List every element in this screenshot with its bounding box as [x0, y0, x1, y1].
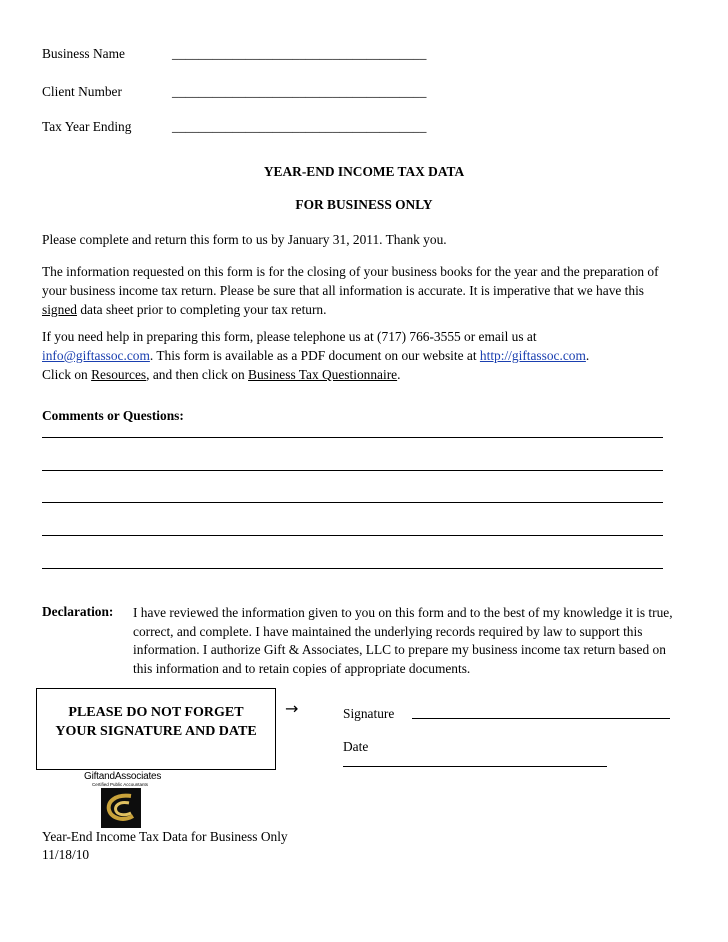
logo-wordmark: GiftandAssociates	[84, 771, 162, 782]
questionnaire-link[interactable]: Business Tax Questionnaire	[248, 367, 398, 382]
tax-year-ending-field[interactable]: ______________________________________	[172, 119, 427, 134]
help-paragraph	[42, 327, 682, 384]
website-link[interactable]: http://giftassoc.com	[479, 348, 586, 363]
footer-date: 11/18/10	[42, 847, 90, 862]
help-text-5: , and then click on	[146, 367, 249, 382]
declaration-text: I have reviewed the information given to you on this form and to the best of my knowledge it is true, correct, and complete. I have maintained the underlying records required by law to support this information. I authorize Gift & Associates, LLC to prepare my business income tax return based on this information and to retain copies of appropriate documents.	[133, 605, 673, 676]
help-text-1: If you need help in preparing this form, please telephone us at (717) 766-3555 or email us at	[42, 329, 537, 344]
declaration-label: Declaration:	[42, 604, 114, 619]
comment-line-2[interactable]	[42, 470, 663, 471]
comment-line-4[interactable]	[42, 535, 663, 536]
reminder-line-2: YOUR SIGNATURE AND DATE	[55, 724, 257, 739]
info-text-after: data sheet prior to completing your tax return.	[76, 302, 327, 317]
reminder-line-1: PLEASE DO NOT FORGET	[68, 705, 244, 720]
signature-field[interactable]	[412, 718, 670, 719]
business-name-label: Business Name	[42, 46, 125, 61]
footer	[42, 828, 288, 864]
page-subtitle: FOR BUSINESS ONLY	[295, 197, 433, 212]
tax-year-ending-label: Tax Year Ending	[42, 119, 132, 134]
company-logo-icon	[101, 788, 141, 828]
signed-emphasis: signed	[42, 302, 77, 317]
email-link[interactable]: info@giftassoc.com	[42, 348, 150, 363]
footer-title: Year-End Income Tax Data for Business Only	[42, 829, 288, 844]
help-text-2: . This form is available as a PDF document on our website at	[149, 348, 480, 363]
comment-line-3[interactable]	[42, 502, 663, 503]
help-text-4: Click on	[42, 367, 92, 382]
business-name-field[interactable]: ______________________________________	[172, 46, 427, 61]
help-text-6: .	[397, 367, 401, 382]
help-text-3: .	[585, 348, 590, 363]
comment-line-5[interactable]	[42, 568, 663, 569]
client-number-field[interactable]: ______________________________________	[172, 84, 427, 99]
signature-label: Signature	[343, 706, 395, 721]
comment-line-1[interactable]	[42, 437, 663, 438]
date-label: Date	[343, 739, 369, 754]
page-title: YEAR-END INCOME TAX DATA	[263, 164, 465, 179]
instruction-text: Please complete and return this form to us by January 31, 2011. Thank you.	[42, 232, 447, 247]
comments-label: Comments or Questions:	[42, 408, 184, 423]
info-text-before: The information requested on this form is for the closing of your business books for the year and the preparation of your business income tax return. Please be sure that all information is accurate. It is imperative that we have this	[42, 264, 659, 298]
date-field[interactable]	[343, 766, 607, 767]
right-arrow-icon: →	[285, 699, 299, 718]
client-number-label: Client Number	[42, 84, 122, 99]
signature-reminder-box	[36, 688, 276, 770]
info-paragraph	[42, 262, 682, 319]
logo-tagline: Certified Public Accountants	[92, 782, 149, 787]
resources-link[interactable]: Resources	[91, 367, 147, 382]
